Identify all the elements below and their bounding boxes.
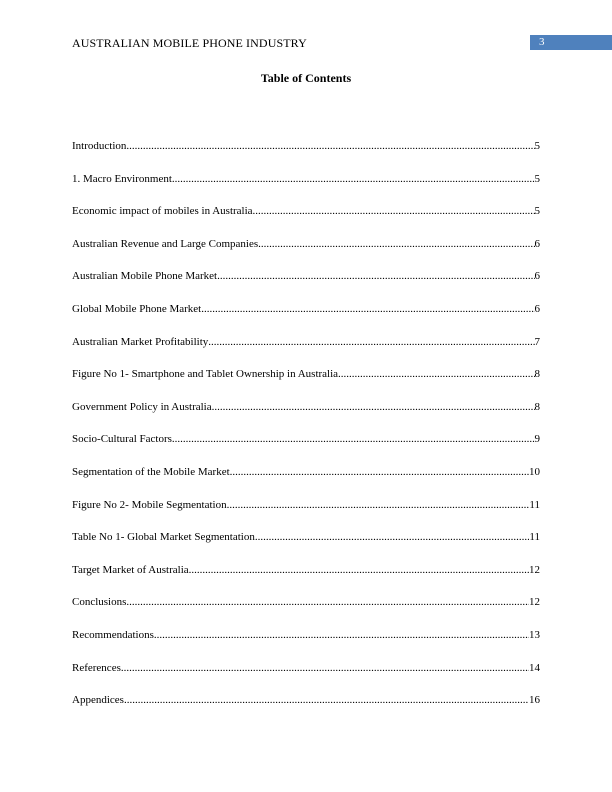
toc-entry-text: Figure No 2- Mobile Segmentation — [72, 498, 227, 511]
toc-entry-page: 11 — [529, 498, 540, 511]
toc-entry-page: 16 — [529, 694, 540, 707]
toc-dot-leader — [172, 433, 535, 445]
toc-entry-text: Australian Market Profitability — [72, 335, 209, 348]
toc-entry-page: 12 — [529, 563, 540, 576]
toc-entry-page: 5 — [534, 205, 540, 218]
toc-entry-text: Appendices — [72, 694, 124, 707]
toc-dot-leader — [201, 303, 534, 315]
toc-entry-text: References — [72, 661, 121, 674]
toc-entry[interactable] — [72, 596, 540, 629]
toc-list — [72, 140, 540, 727]
toc-dot-leader — [126, 596, 529, 608]
toc-entry[interactable] — [72, 303, 540, 336]
toc-entry[interactable] — [72, 564, 540, 597]
toc-entry[interactable] — [72, 629, 540, 662]
toc-dot-leader — [253, 205, 535, 217]
toc-entry-page: 5 — [534, 140, 540, 152]
toc-dot-leader — [230, 466, 529, 478]
toc-entry-page: 8 — [534, 400, 540, 413]
toc-entry-text: Target Market of Australia — [72, 563, 189, 576]
toc-entry-page: 9 — [534, 433, 540, 446]
toc-dot-leader — [217, 270, 534, 282]
toc-dot-leader — [227, 499, 530, 511]
toc-entry[interactable] — [72, 662, 540, 695]
toc-dot-leader — [255, 531, 530, 543]
toc-entry-text: Socio-Cultural Factors — [72, 433, 172, 446]
toc-entry[interactable] — [72, 270, 540, 303]
toc-entry-page: 13 — [529, 628, 540, 641]
toc-entry-page: 11 — [529, 531, 540, 544]
toc-entry[interactable] — [72, 466, 540, 499]
toc-dot-leader — [189, 564, 529, 576]
toc-dot-leader — [154, 629, 529, 641]
toc-entry-page: 7 — [534, 335, 540, 348]
toc-entry-page: 14 — [529, 661, 540, 674]
toc-dot-leader — [338, 368, 534, 380]
toc-entry[interactable] — [72, 433, 540, 466]
toc-entry[interactable] — [72, 694, 540, 727]
toc-entry-text: Segmentation of the Mobile Market — [72, 465, 230, 478]
toc-entry-text: Table No 1- Global Market Segmentation — [72, 531, 255, 544]
toc-dot-leader — [208, 336, 534, 348]
toc-entry-text: Figure No 1- Smartphone and Tablet Ownership in Australia — [72, 368, 339, 381]
toc-dot-leader — [124, 694, 529, 706]
toc-dot-leader — [126, 140, 534, 152]
toc-entry-text: Conclusions — [72, 596, 127, 609]
toc-entry-text: Recommendations — [72, 628, 154, 641]
toc-entry-text: 1. Macro Environment — [72, 172, 172, 185]
toc-entry[interactable] — [72, 401, 540, 434]
page-number: 3 — [539, 36, 545, 48]
toc-heading: Table of Contents — [260, 71, 352, 85]
toc-entry-page: 6 — [534, 270, 540, 283]
toc-dot-leader — [172, 173, 535, 185]
toc-entry-text: Economic impact of mobiles in Australia — [72, 205, 253, 218]
toc-dot-leader — [121, 662, 529, 674]
toc-entry-text: Australian Mobile Phone Market — [72, 270, 218, 283]
toc-dot-leader — [212, 401, 535, 413]
toc-entry[interactable] — [72, 531, 540, 564]
toc-entry-page: 12 — [529, 596, 540, 609]
toc-dot-leader — [258, 238, 534, 250]
toc-entry-text: Introduction — [72, 140, 127, 152]
toc-entry-page: 6 — [534, 237, 540, 250]
toc-entry[interactable] — [72, 173, 540, 206]
toc-entry-page: 10 — [529, 465, 540, 478]
toc-entry[interactable] — [72, 336, 540, 369]
toc-entry[interactable] — [72, 140, 540, 173]
toc-entry[interactable] — [72, 499, 540, 532]
toc-entry-page: 8 — [534, 368, 540, 381]
toc-entry[interactable] — [72, 238, 540, 271]
toc-entry-text: Australian Revenue and Large Companies — [72, 237, 259, 250]
toc-entry-text: Government Policy in Australia — [72, 400, 212, 413]
toc-entry-page: 6 — [534, 302, 540, 315]
toc-entry[interactable] — [72, 368, 540, 401]
page-number-box — [530, 35, 612, 50]
toc-entry[interactable] — [72, 205, 540, 238]
toc-entry-page: 5 — [534, 172, 540, 185]
toc-entry-text: Global Mobile Phone Market — [72, 302, 202, 315]
running-header-title: AUSTRALIAN MOBILE PHONE INDUSTRY — [72, 36, 307, 50]
